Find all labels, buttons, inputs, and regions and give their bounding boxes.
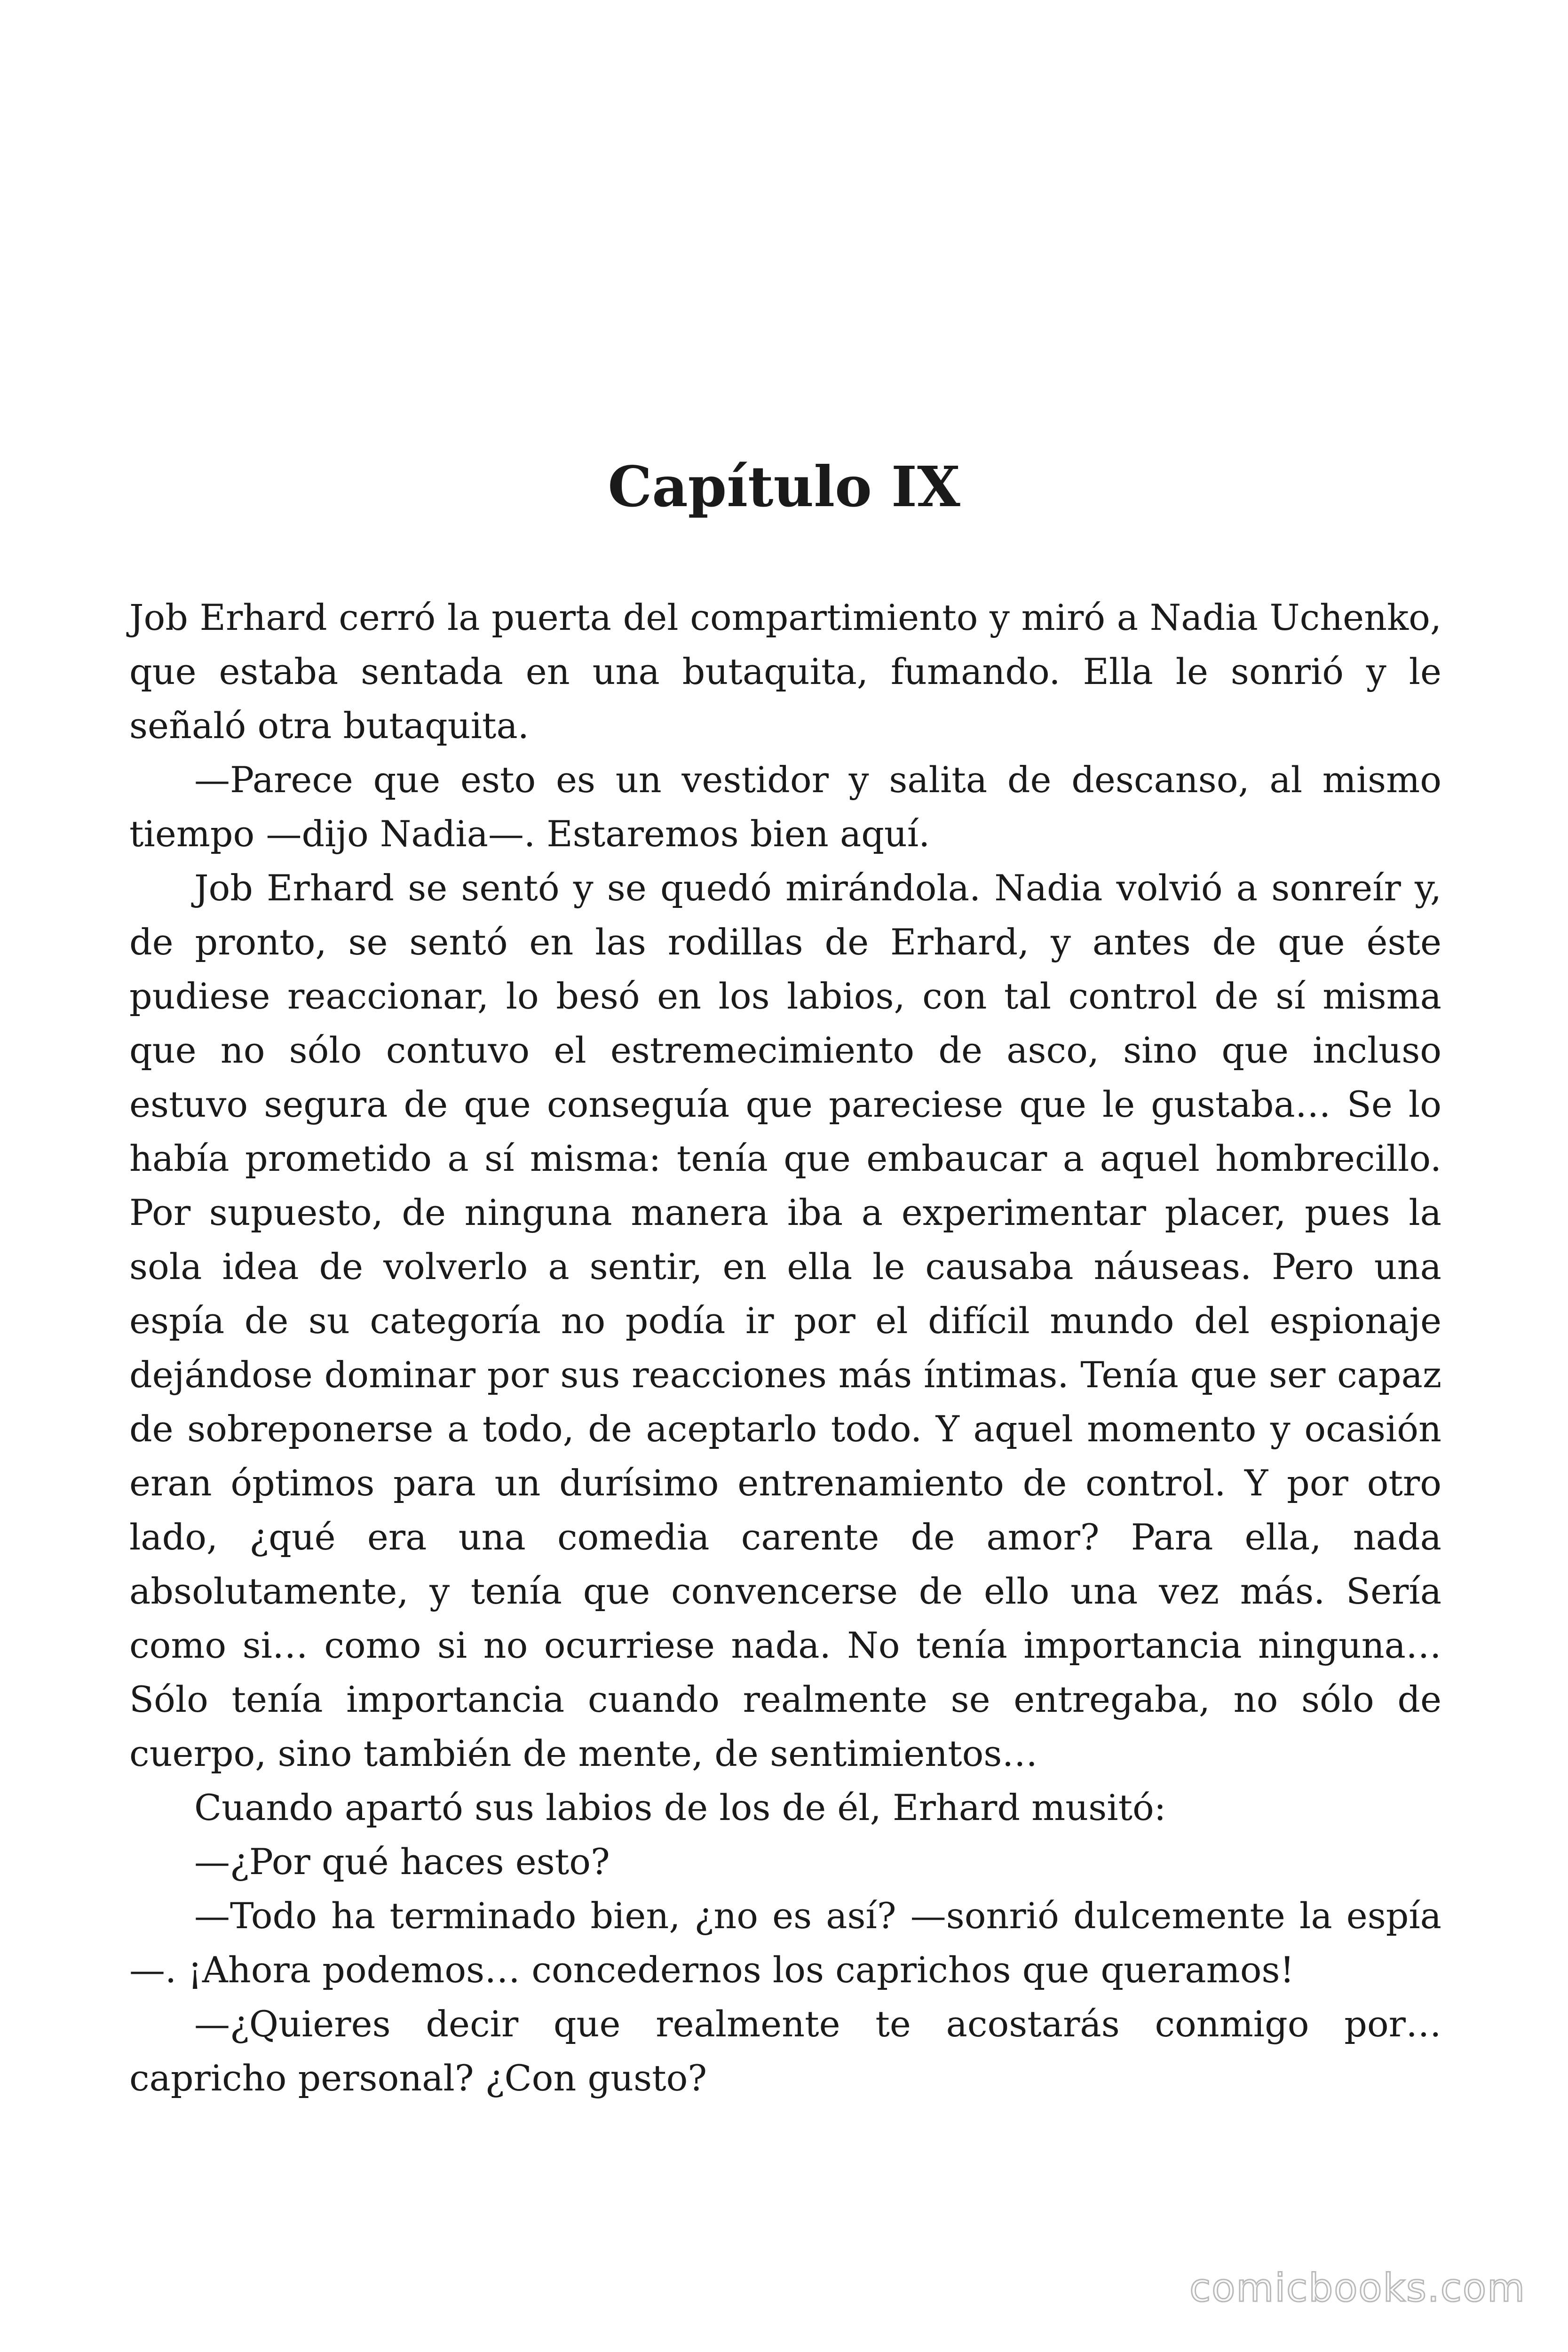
chapter-body [129,590,1441,2105]
paragraph-6: —Todo ha terminado bien, ¿no es así? —sonrió dulcemente la espía—. ¡Ahora podemos… concedernos los caprichos que queramos! [129,1895,1441,1991]
paragraph-7: —¿Quieres decir que realmente te acostarás conmigo por… capricho personal? ¿Con gusto? [129,2003,1441,2099]
watermark: comicbooks.com [1189,2266,1526,2311]
paragraph-5: —¿Por qué haces esto? [194,1841,610,1883]
paragraph-1: Job Erhard cerró la puerta del compartimiento y miró a Nadia Uchenko, que estaba sentada en una butaquita, fumando. Ella le sonrió y le señaló otra butaquita. [129,596,1441,747]
paragraph-4: Cuando apartó sus labios de los de él, Erhard musitó: [194,1787,1166,1828]
chapter-title: Capítulo IX [608,454,960,519]
paragraph-3: Job Erhard se sentó y se quedó mirándola. Nadia volvió a sonreír y, de pronto, se sentó en las rodillas de Erhard, y antes de que éste pudiese reaccionar, lo besó en los labios, con tal control de sí misma que no sólo contuvo el estremecimiento de asco, sino que incluso estuvo segura de que conseguía que pareciese que le gustaba… Se lo había prometido a sí misma: tenía que embaucar a aquel hombrecillo. Por supuesto, de ninguna manera iba a experimentar placer, pues la sola idea de volverlo a sentir, en ella le causaba náuseas. Pero una espía de su categoría no podía ir por el difícil mundo del espionaje dejándose dominar por sus reacciones más íntimas. Tenía que ser capaz de sobreponerse a todo, de aceptarlo todo. Y aquel momento y ocasión eran óptimos para un durísimo entrenamiento de control. Y por otro lado, ¿qué era una comedia carente de amor? Para ella, nada absolutamente, y tenía que convencerse de ello una vez más. Sería como si… como si no ocurriese nada. No tenía importancia ninguna… Sólo tenía importancia cuando realmente se entregaba, no sólo de cuerpo, sino también de mente, de sentimientos… [129,867,1441,1774]
paragraph-2: —Parece que esto es un vestidor y salita de descanso, al mismo tiempo —dijo Nadia—. Estaremos bien aquí. [129,759,1441,855]
